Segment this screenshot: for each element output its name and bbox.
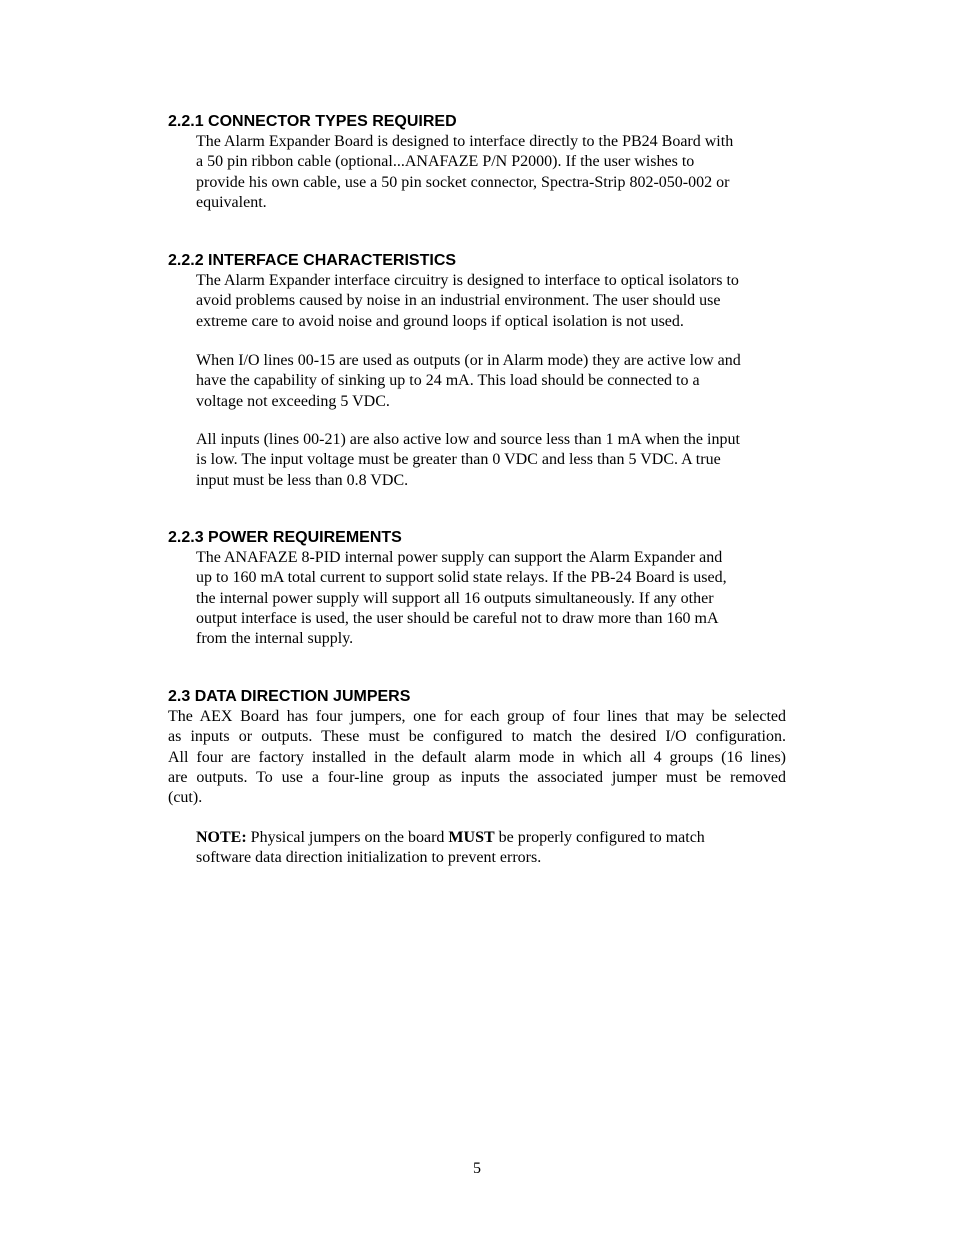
page-number: 5 — [473, 1160, 481, 1177]
text-line: are outputs. To use a four-line group as inputs the associated jumper must be removed — [168, 768, 786, 786]
text-line: the internal power supply will support all 16 outputs simultaneously. If any other — [196, 589, 714, 607]
text-line: software data direction initialization to prevent errors. — [196, 849, 542, 867]
section-heading-connector-types: 2.2.1 CONNECTOR TYPES REQUIRED — [168, 113, 457, 130]
text-line: avoid problems caused by noise in an industrial environment. The user should use — [196, 292, 721, 310]
text-line: up to 160 mA total current to support solid state relays. If the PB-24 Board is used, — [196, 569, 727, 587]
note-paragraph — [196, 828, 786, 869]
text-line — [196, 828, 786, 848]
text-line: The AEX Board has four jumpers, one for each group of four lines that may be selected — [168, 708, 786, 725]
paragraph-inputs — [196, 430, 786, 491]
text-line: All four are factory installed in the default alarm mode in which all 4 groups (16 lines) — [168, 748, 786, 766]
text-line: The Alarm Expander interface circuitry is designed to interface to optical isolators to — [196, 272, 739, 289]
text-line: extreme care to avoid noise and ground loops if optical isolation is not used. — [196, 312, 684, 330]
text-line: have the capability of sinking up to 24 mA. This load should be connected to a — [196, 372, 700, 390]
text-line: as inputs or outputs. These must be configured to match the desired I/O configuration. — [168, 728, 786, 746]
note-text: Physical jumpers on the board — [246, 829, 449, 846]
note-label: NOTE: — [196, 829, 247, 846]
text-line: (cut). — [168, 789, 203, 807]
paragraph-connector-types — [196, 132, 786, 213]
text-line: voltage not exceeding 5 VDC. — [196, 392, 390, 410]
section-heading-power-requirements: 2.2.3 POWER REQUIREMENTS — [168, 529, 402, 546]
text-line: a 50 pin ribbon cable (optional...ANAFAZE P/N P2000). If the user wishes to — [196, 153, 695, 171]
text-line: equivalent. — [196, 193, 267, 211]
section-heading-interface-characteristics: 2.2.2 INTERFACE CHARACTERISTICS — [168, 252, 457, 269]
text-line: input must be less than 0.8 VDC. — [196, 471, 409, 489]
text-line: The Alarm Expander Board is designed to interface directly to the PB24 Board with — [196, 133, 734, 150]
text-line: from the internal supply. — [196, 630, 354, 648]
text-line: provide his own cable, use a 50 pin socket connector, Spectra-Strip 802-050-002 or — [196, 173, 730, 191]
paragraph-power-requirements — [196, 548, 786, 649]
note-text: be properly configured to match — [494, 829, 705, 846]
text-line: The ANAFAZE 8-PID internal power supply can support the Alarm Expander and — [196, 549, 723, 566]
note-emphasis: MUST — [448, 829, 495, 846]
paragraph-interface-circuitry — [196, 271, 786, 332]
paragraph-outputs — [196, 351, 786, 412]
text-line: output interface is used, the user should be careful not to draw more than 160 mA — [196, 609, 719, 627]
section-heading-data-direction-jumpers: 2.3 DATA DIRECTION JUMPERS — [168, 688, 411, 705]
text-line: All inputs (lines 00-21) are also active low and source less than 1 mA when the input — [196, 431, 740, 448]
text-line: is low. The input voltage must be greater than 0 VDC and less than 5 VDC. A true — [196, 451, 721, 469]
text-line: When I/O lines 00-15 are used as outputs (or in Alarm mode) they are active low and — [196, 352, 741, 369]
paragraph-data-direction-jumpers — [168, 707, 786, 808]
